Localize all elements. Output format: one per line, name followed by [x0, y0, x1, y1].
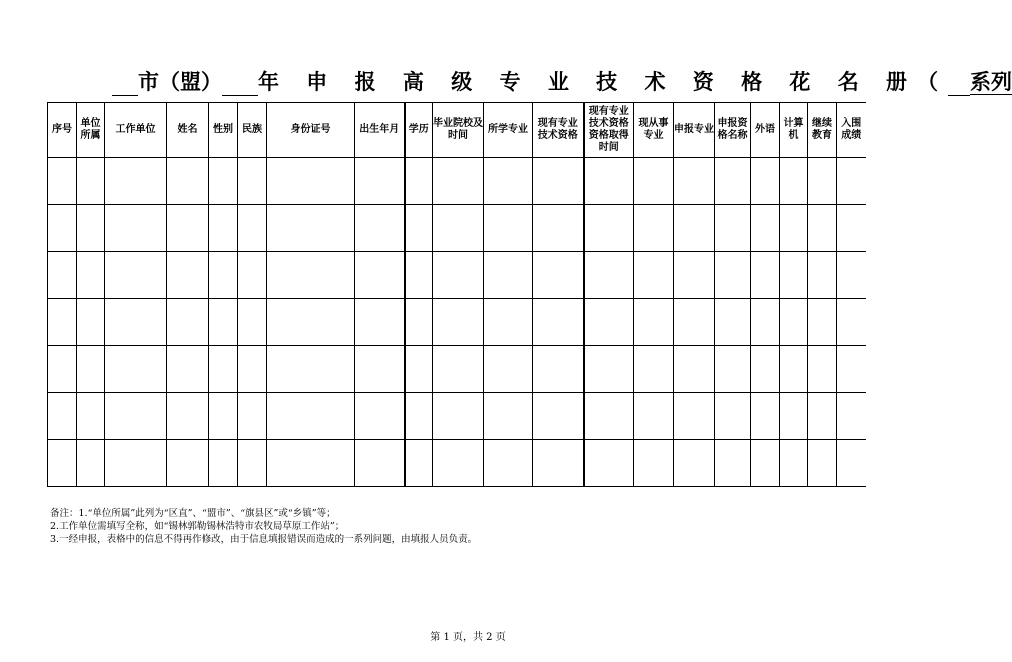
- table-cell[interactable]: [584, 158, 634, 205]
- table-cell[interactable]: [209, 440, 238, 487]
- table-cell[interactable]: [837, 440, 866, 487]
- col-header: 申报资格名称: [715, 103, 751, 158]
- table-cell[interactable]: [715, 299, 751, 346]
- table-cell[interactable]: [584, 393, 634, 440]
- table-cell[interactable]: [533, 158, 584, 205]
- table-cell[interactable]: [837, 205, 866, 252]
- table-row: [48, 252, 866, 299]
- table-cell[interactable]: [167, 205, 209, 252]
- table-cell[interactable]: [715, 346, 751, 393]
- table-cell[interactable]: [780, 252, 808, 299]
- table-cell[interactable]: [780, 299, 808, 346]
- table-cell[interactable]: [405, 299, 433, 346]
- table-cell[interactable]: [238, 440, 267, 487]
- col-header: 身份证号: [267, 103, 355, 158]
- table-cell[interactable]: [780, 393, 808, 440]
- table-cell[interactable]: [48, 346, 77, 393]
- table-cell[interactable]: [584, 205, 634, 252]
- table-row: [48, 346, 866, 393]
- table-cell[interactable]: [715, 252, 751, 299]
- table-cell[interactable]: [405, 205, 433, 252]
- table-cell[interactable]: [433, 393, 484, 440]
- table-cell[interactable]: [48, 440, 77, 487]
- table-cell[interactable]: [808, 158, 837, 205]
- col-header: 姓名: [167, 103, 209, 158]
- table-cell[interactable]: [584, 440, 634, 487]
- note-line: 备注：1.“单位所属”此列为“区直”、“盟市”、“旗县区”或“乡镇”等；: [50, 508, 336, 519]
- table-cell[interactable]: [48, 252, 77, 299]
- roster-table: [47, 102, 866, 487]
- table-cell[interactable]: [780, 205, 808, 252]
- table-cell[interactable]: [533, 393, 584, 440]
- col-header: 毕业院校及时间: [433, 103, 484, 158]
- table-cell[interactable]: [533, 205, 584, 252]
- col-header: 现从事专业: [634, 103, 674, 158]
- table-cell[interactable]: [167, 299, 209, 346]
- col-header: 现有专业技术资格资格取得时间: [584, 103, 634, 158]
- table-cell[interactable]: [433, 205, 484, 252]
- page-footer: 第 1 页，共 2 页: [430, 632, 506, 643]
- table-cell[interactable]: [751, 158, 780, 205]
- table-cell[interactable]: [405, 346, 433, 393]
- note-line: 2.工作单位需填写全称，如“锡林郭勒锡林浩特市农牧局草原工作站”；: [50, 521, 345, 532]
- table-cell[interactable]: [634, 299, 674, 346]
- table-cell[interactable]: [484, 252, 533, 299]
- table-cell[interactable]: [355, 346, 405, 393]
- table-cell[interactable]: [584, 252, 634, 299]
- table-cell[interactable]: [433, 299, 484, 346]
- table-cell[interactable]: [77, 299, 105, 346]
- table-cell[interactable]: [167, 252, 209, 299]
- table-cell[interactable]: [405, 158, 433, 205]
- table-cell[interactable]: [267, 393, 355, 440]
- table-cell[interactable]: [48, 393, 77, 440]
- table-cell[interactable]: [837, 252, 866, 299]
- table-cell[interactable]: [674, 299, 715, 346]
- table-cell[interactable]: [77, 346, 105, 393]
- table-cell[interactable]: [751, 205, 780, 252]
- col-header: 单位所属: [77, 103, 105, 158]
- col-header: 外语: [751, 103, 780, 158]
- table-cell[interactable]: [105, 393, 167, 440]
- table-cell[interactable]: [751, 252, 780, 299]
- table-cell[interactable]: [433, 440, 484, 487]
- table-cell[interactable]: [484, 205, 533, 252]
- table-row: [48, 393, 866, 440]
- table-cell[interactable]: [751, 440, 780, 487]
- table-cell[interactable]: [674, 158, 715, 205]
- table-cell[interactable]: [433, 158, 484, 205]
- table-cell[interactable]: [105, 346, 167, 393]
- table-cell[interactable]: [533, 299, 584, 346]
- table-cell[interactable]: [634, 158, 674, 205]
- table-cell[interactable]: [484, 440, 533, 487]
- table-row: [48, 158, 866, 205]
- table-cell[interactable]: [484, 346, 533, 393]
- table-cell[interactable]: [167, 346, 209, 393]
- table-cell[interactable]: [808, 205, 837, 252]
- table-cell[interactable]: [837, 393, 866, 440]
- table-cell[interactable]: [433, 346, 484, 393]
- table-cell[interactable]: [167, 158, 209, 205]
- table-cell[interactable]: [780, 440, 808, 487]
- table-cell[interactable]: [837, 299, 866, 346]
- table-cell[interactable]: [715, 393, 751, 440]
- col-header: 继续教育: [808, 103, 837, 158]
- table-cell[interactable]: [267, 440, 355, 487]
- col-header: 入围成绩: [837, 103, 866, 158]
- table-cell[interactable]: [715, 158, 751, 205]
- table-cell[interactable]: [105, 252, 167, 299]
- table-cell[interactable]: [808, 346, 837, 393]
- table-cell[interactable]: [355, 393, 405, 440]
- table-cell[interactable]: [634, 205, 674, 252]
- table-cell[interactable]: [674, 440, 715, 487]
- table-cell[interactable]: [355, 205, 405, 252]
- table-cell[interactable]: [267, 158, 355, 205]
- col-header: 现有专业技术资格: [533, 103, 584, 158]
- table-cell[interactable]: [837, 158, 866, 205]
- table-cell[interactable]: [267, 346, 355, 393]
- table-cell[interactable]: [808, 299, 837, 346]
- table-cell[interactable]: [48, 299, 77, 346]
- table-cell[interactable]: [808, 393, 837, 440]
- table-cell[interactable]: [533, 252, 584, 299]
- table-cell[interactable]: [105, 158, 167, 205]
- table-cell[interactable]: [209, 205, 238, 252]
- table-cell[interactable]: [634, 440, 674, 487]
- table-cell[interactable]: [77, 205, 105, 252]
- table-row: [48, 299, 866, 346]
- form-title: [112, 66, 1012, 98]
- table-cell[interactable]: [484, 299, 533, 346]
- table-cell[interactable]: [405, 252, 433, 299]
- header-row: [48, 103, 866, 158]
- table-cell[interactable]: [674, 393, 715, 440]
- col-header: 所学专业: [484, 103, 533, 158]
- table-cell[interactable]: [209, 158, 238, 205]
- table-cell[interactable]: [77, 393, 105, 440]
- table-cell[interactable]: [167, 440, 209, 487]
- table-cell[interactable]: [238, 393, 267, 440]
- table-cell[interactable]: [238, 346, 267, 393]
- table-cell[interactable]: [837, 346, 866, 393]
- table-cell[interactable]: [48, 205, 77, 252]
- table-cell[interactable]: [105, 299, 167, 346]
- table-cell[interactable]: [715, 205, 751, 252]
- table-cell[interactable]: [584, 346, 634, 393]
- table-cell[interactable]: [48, 158, 77, 205]
- table-cell[interactable]: [584, 299, 634, 346]
- table-cell[interactable]: [105, 440, 167, 487]
- table-cell[interactable]: [751, 393, 780, 440]
- title-city: 市（盟）: [138, 70, 222, 94]
- table-cell[interactable]: [267, 299, 355, 346]
- table-cell[interactable]: [77, 158, 105, 205]
- table-cell[interactable]: [405, 393, 433, 440]
- table-cell[interactable]: [780, 158, 808, 205]
- col-header: 民族: [238, 103, 267, 158]
- table-cell[interactable]: [167, 393, 209, 440]
- year-blank: [222, 71, 258, 96]
- col-header: 性别: [209, 103, 238, 158]
- table-cell[interactable]: [267, 205, 355, 252]
- table-cell[interactable]: [355, 252, 405, 299]
- table-cell[interactable]: [355, 299, 405, 346]
- table-cell[interactable]: [751, 346, 780, 393]
- title-series: 系列: [970, 70, 1012, 94]
- table-cell[interactable]: [77, 252, 105, 299]
- col-header: 学历: [405, 103, 433, 158]
- table-cell[interactable]: [674, 346, 715, 393]
- table-cell[interactable]: [674, 252, 715, 299]
- table-cell[interactable]: [355, 158, 405, 205]
- table-cell[interactable]: [533, 346, 584, 393]
- table-cell[interactable]: [209, 346, 238, 393]
- table-cell[interactable]: [405, 440, 433, 487]
- table-cell[interactable]: [674, 205, 715, 252]
- table-cell[interactable]: [634, 252, 674, 299]
- city-blank: [112, 71, 138, 96]
- table-cell[interactable]: [808, 440, 837, 487]
- table-cell[interactable]: [484, 158, 533, 205]
- table-cell[interactable]: [780, 346, 808, 393]
- table-cell[interactable]: [355, 440, 405, 487]
- notes: [50, 507, 477, 546]
- table-cell[interactable]: [484, 393, 533, 440]
- title-middle: 年 申 报 高 级 专 业 技 术 资 格 花 名 册（: [258, 70, 949, 94]
- note-line: 3.一经申报，表格中的信息不得再作修改，由于信息填报错误而造成的一系列问题，由填报人员负责。: [50, 534, 478, 545]
- col-header: 申报专业: [674, 103, 715, 158]
- table-cell[interactable]: [808, 252, 837, 299]
- table-row: [48, 205, 866, 252]
- table-cell[interactable]: [715, 440, 751, 487]
- table-cell[interactable]: [533, 440, 584, 487]
- table-cell[interactable]: [433, 252, 484, 299]
- table-cell[interactable]: [209, 299, 238, 346]
- table-cell[interactable]: [267, 252, 355, 299]
- table-cell[interactable]: [238, 158, 267, 205]
- table-cell[interactable]: [634, 346, 674, 393]
- table-cell[interactable]: [238, 252, 267, 299]
- col-header: 出生年月: [355, 103, 405, 158]
- table-cell[interactable]: [209, 393, 238, 440]
- table-cell[interactable]: [105, 205, 167, 252]
- table-cell[interactable]: [238, 299, 267, 346]
- table-cell[interactable]: [751, 299, 780, 346]
- col-header: 计算机: [780, 103, 808, 158]
- table-cell[interactable]: [77, 440, 105, 487]
- series-blank: [948, 71, 970, 96]
- table-cell[interactable]: [634, 393, 674, 440]
- table-row: [48, 440, 866, 487]
- table-cell[interactable]: [209, 252, 238, 299]
- table-cell[interactable]: [238, 205, 267, 252]
- col-header: 工作单位: [105, 103, 167, 158]
- col-header: 序号: [48, 103, 77, 158]
